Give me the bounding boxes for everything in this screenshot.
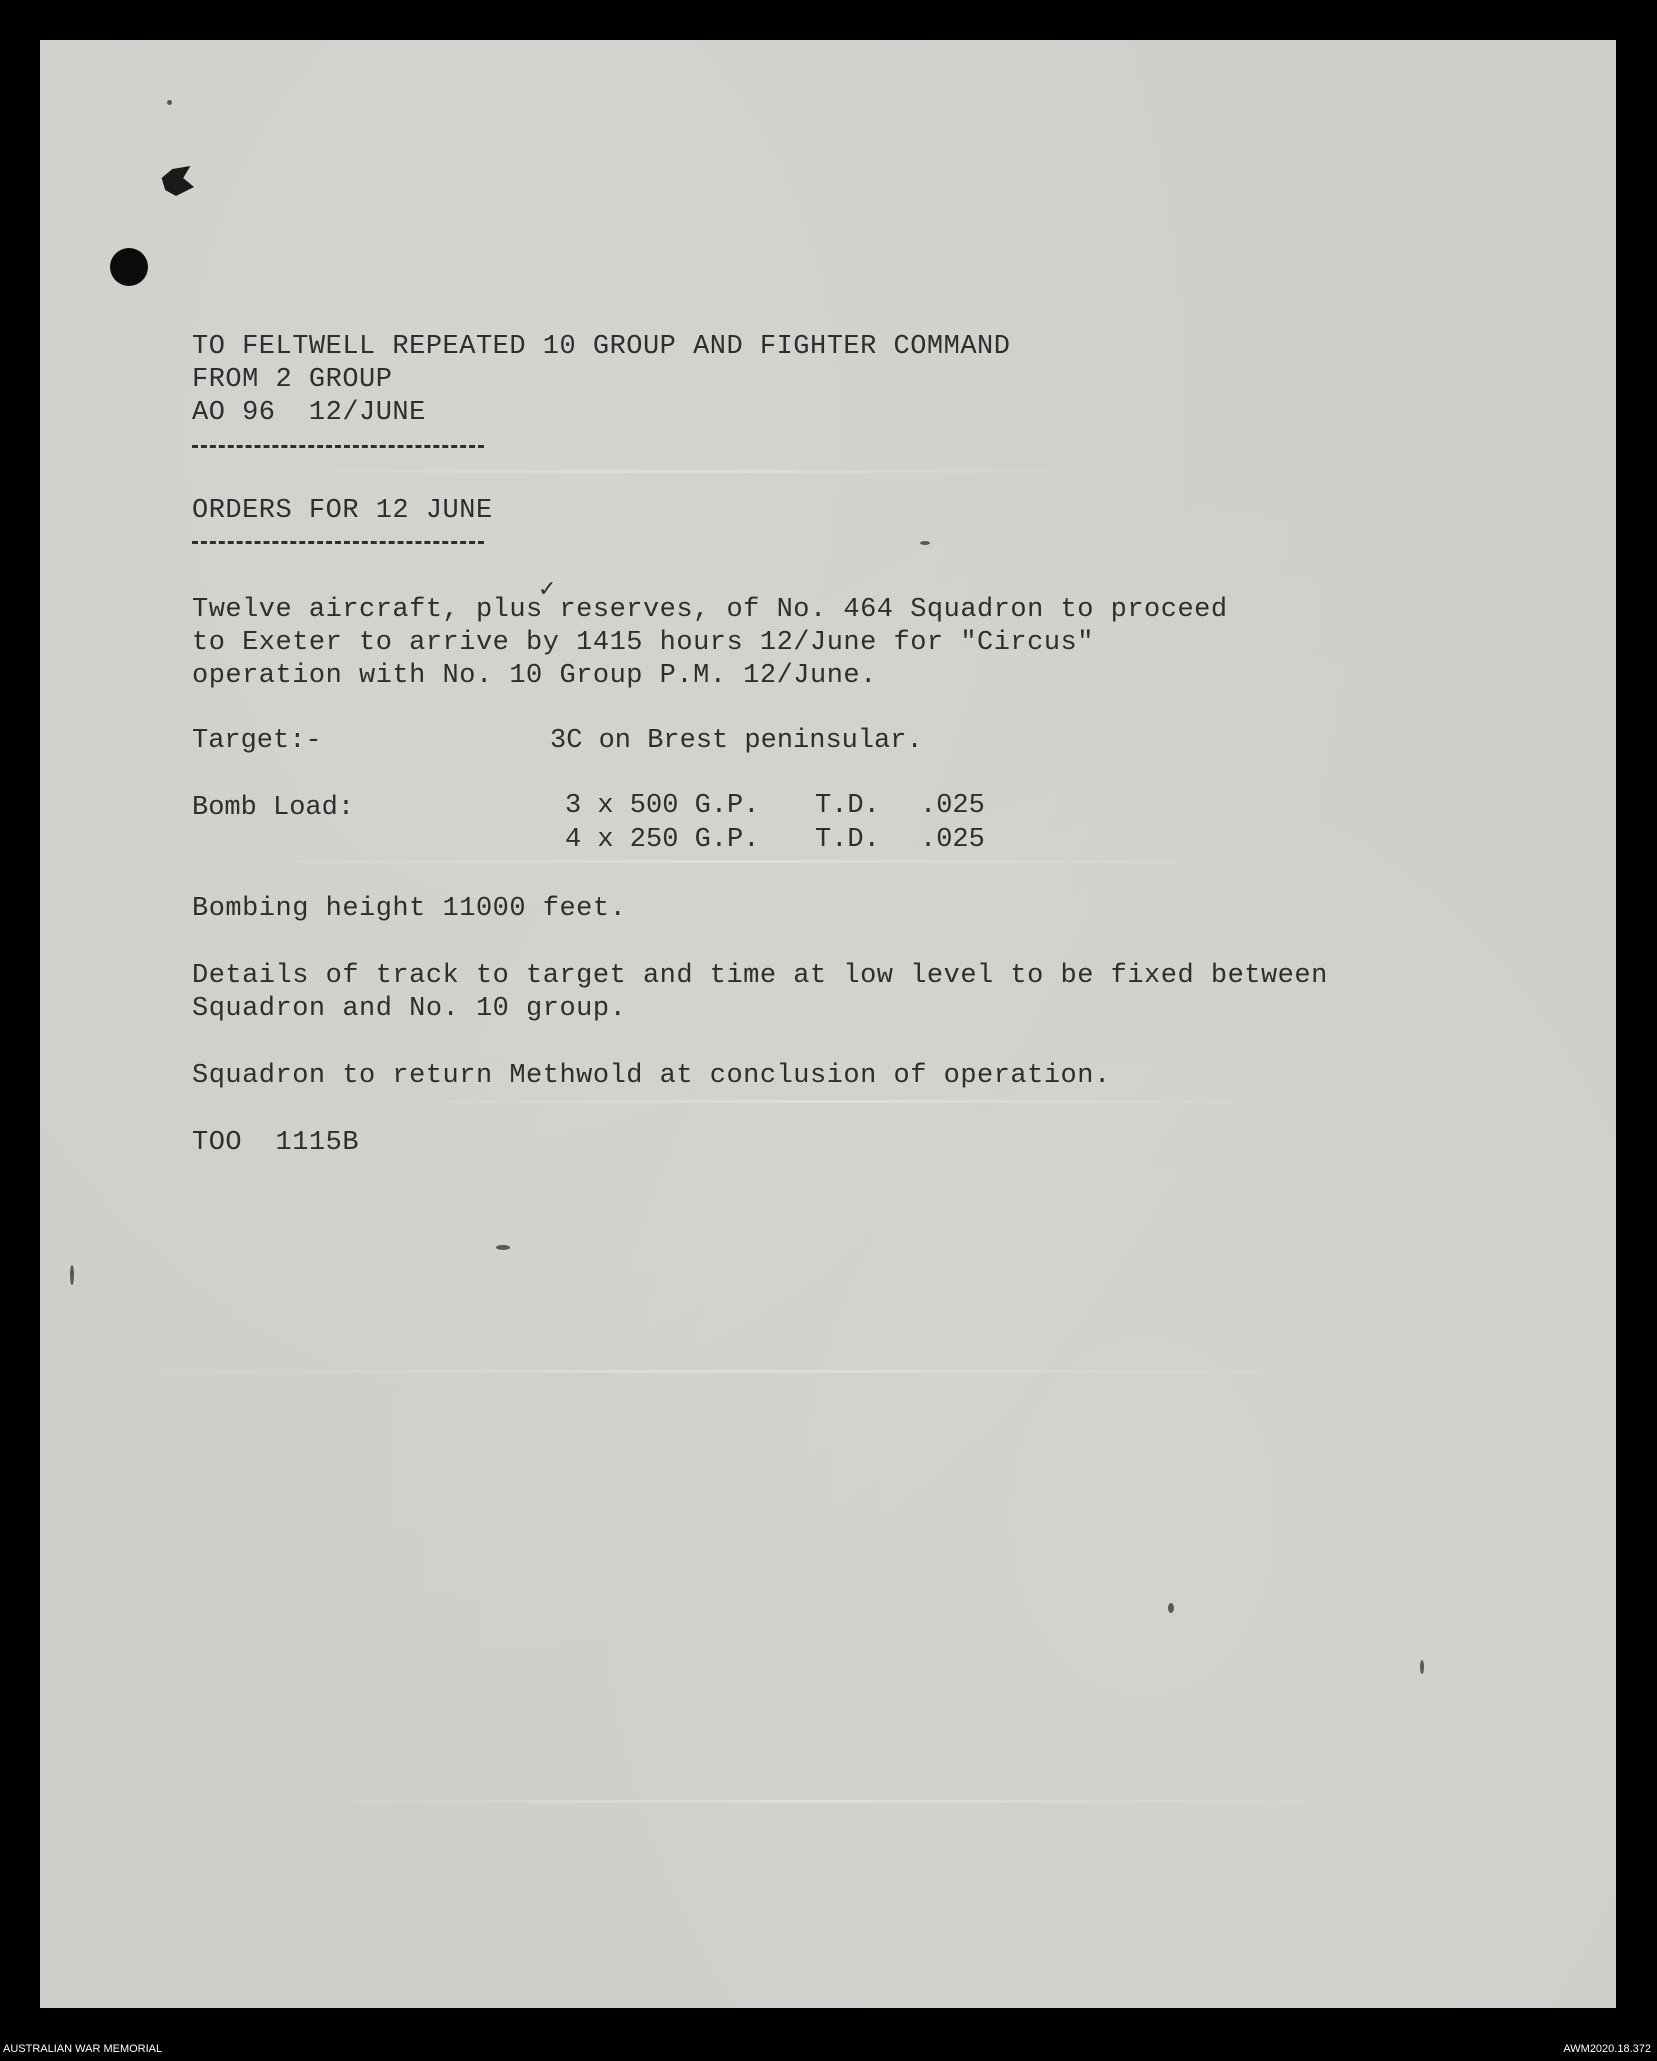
- return-line: Squadron to return Methwold at conclusion of operation.: [192, 1061, 1111, 1091]
- bomb-load-row-1-fuse: T.D.: [815, 791, 880, 821]
- bomb-load-row-2-delay: .025: [920, 825, 985, 855]
- ink-speck: [1420, 1660, 1424, 1674]
- ink-speck: [167, 100, 172, 105]
- punch-hole: [110, 248, 148, 286]
- details-line-2: Squadron and No. 10 group.: [192, 994, 627, 1024]
- footer-accession-number: AWM2020.18.372: [1563, 2043, 1651, 2055]
- handwritten-check-mark: ✓: [538, 577, 557, 602]
- target-label: Target:-: [192, 726, 322, 756]
- bomb-load-row-1-delay: .025: [920, 791, 985, 821]
- ink-speck: [70, 1265, 74, 1285]
- header-to-line: TO FELTWELL REPEATED 10 GROUP AND FIGHTER COMMAND: [192, 332, 1011, 362]
- header-from-line: FROM 2 GROUP: [192, 365, 393, 395]
- footer-institution: AUSTRALIAN WAR MEMORIAL: [3, 2043, 163, 2055]
- header-ref-line: AO 96 12/JUNE: [192, 398, 426, 428]
- paragraph-1-line-1: Twelve aircraft, plus reserves, of No. 464 Squadron to proceed: [192, 595, 1228, 625]
- orders-title-rule: [192, 541, 484, 544]
- paper-tear: [158, 166, 194, 196]
- bombing-height-line: Bombing height 11000 feet.: [192, 894, 627, 924]
- target-value: 3C on Brest peninsular.: [550, 726, 923, 756]
- orders-title: ORDERS FOR 12 JUNE: [192, 496, 493, 526]
- bomb-load-label: Bomb Load:: [192, 793, 355, 823]
- ink-speck: [1168, 1603, 1174, 1613]
- bomb-load-row-2-fuse: T.D.: [815, 825, 880, 855]
- ink-speck: [920, 541, 930, 545]
- header-rule: [192, 445, 484, 448]
- bomb-load-row-2-qty: 4 x 250 G.P.: [565, 825, 760, 855]
- paragraph-1-line-3: operation with No. 10 Group P.M. 12/June.: [192, 661, 877, 691]
- details-line-1: Details of track to target and time at low level to be fixed between: [192, 961, 1328, 991]
- too-line: TOO 1115B: [192, 1128, 360, 1158]
- paragraph-1-line-2: to Exeter to arrive by 1415 hours 12/June for "Circus": [192, 628, 1094, 658]
- bomb-load-row-1-qty: 3 x 500 G.P.: [565, 791, 760, 821]
- ink-speck: [496, 1245, 510, 1250]
